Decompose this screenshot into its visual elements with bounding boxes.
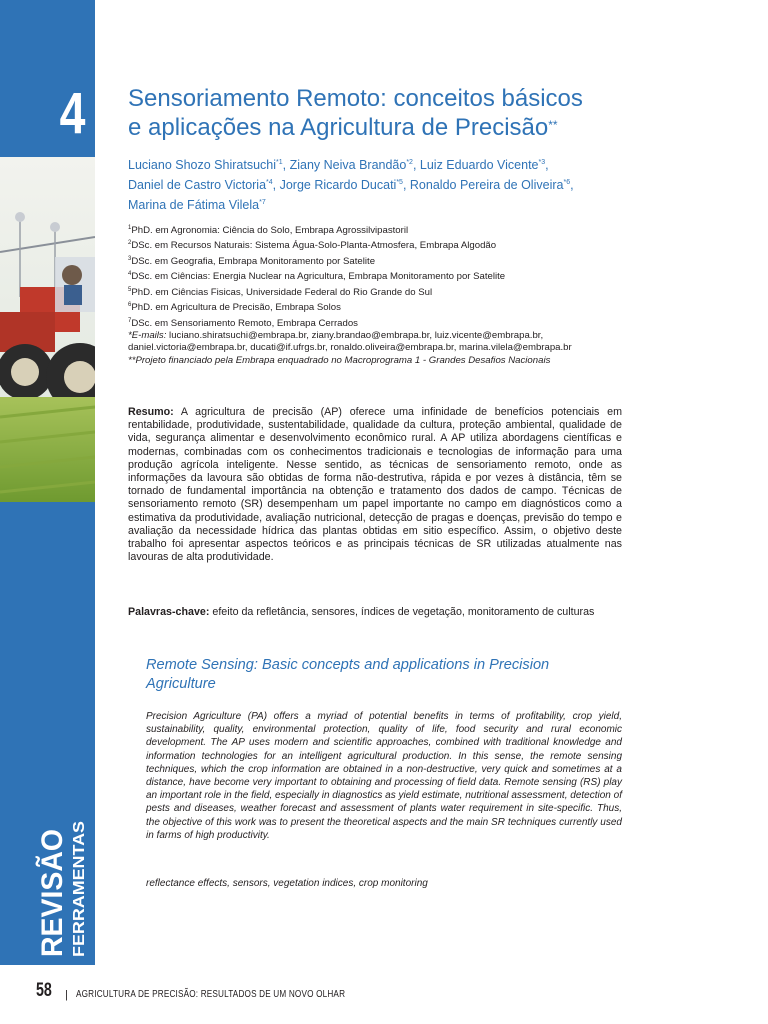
affiliation: $^4$DSc. em Ciências: Energia Nuclear na Agricultura, Embrapa Monitoramento por Satelite (128, 271, 506, 283)
affiliation-list (128, 222, 688, 330)
affiliation: $^6$PhD. em Agricultura de Precisão, Embrapa Solos (128, 302, 341, 314)
section-sub-label: FERRAMENTAS (71, 835, 88, 957)
footer-separator: | (65, 989, 68, 1001)
abstract-pt (128, 406, 622, 564)
chapter-number: 4 (59, 81, 86, 146)
abstract-label: Resumo: (128, 406, 174, 418)
tractor-photo (0, 157, 95, 502)
title-line-1: Sensoriamento Remoto: conceitos básicos (128, 85, 583, 112)
contact-emails (128, 330, 688, 367)
funding-note: **Projeto financiado pela Embrapa enquadrado no Macroprograma 1 - Grandes Desafios Nacionais (128, 354, 551, 366)
keywords-pt (128, 606, 638, 619)
author: Marina de Fátima Vilela$^{*7}$ (128, 198, 266, 213)
author: Jorge Ricardo Ducati$^{*5}$, (279, 178, 410, 193)
english-keywords: reflectance effects, sensors, vegetation indices, crop monitoring (146, 878, 428, 889)
section-label-graphic (0, 502, 95, 965)
article-title (128, 84, 648, 142)
title-line-2: e aplicações na Agricultura de Precisão (128, 114, 549, 141)
page-number: 58 (36, 980, 52, 1001)
keywords-label: Palavras-chave: (128, 606, 210, 618)
author: Luiz Eduardo Vicente$^{*3}$, (419, 158, 549, 173)
author: Daniel de Castro Victoria$^{*4}$, (128, 178, 280, 193)
author-list (128, 154, 648, 214)
emails-line-2: daniel.victoria@embrapa.br, ducati@if.ufrgs.br, ronaldo.oliveira@embrapa.br, marina.vilela@embrapa.br (128, 342, 572, 354)
title-footnote-mark: ** (548, 118, 558, 132)
affiliation: $^5$PhD. em Ciências Fisicas, Universidade Federal do Rio Grande do Sul (128, 286, 433, 299)
section-main-label: REVISÃO (36, 821, 69, 957)
section-band (0, 502, 95, 965)
keywords-text: efeito da refletância, sensores, índices de vegetação, monitoramento de culturas (209, 606, 595, 618)
affiliation: $^7$DSc. em Sensoriamento Remoto, Embrapa Cerrados (128, 317, 358, 330)
english-title: Remote Sensing: Basic concepts and applications in Precision Agriculture (146, 657, 550, 692)
affiliation: $^2$DSc. em Recursos Naturais: Sistema Água-Solo-Planta-Atmosfera, Embrapa Algodão (128, 240, 497, 252)
emails-line-1: *E-mails: luciano.shiratsuchi@embrapa.br, ziany.brandao@embrapa.br, luiz.vicente@embrapa.br, (128, 330, 544, 341)
abstract-text: A agricultura de precisão (AP) oferece uma infinidade de benefícios potenciais em rentabilidade, produtividade, sustentabilidade, qualidade da cultura, proteção ambiental, qualidade de vida, segurança alimentar e desenvolvimento econômico rural. A AP utiliza abordagens científicas e modernas, combinadas com os conhecimentos tradicionais e tecnologias de informação para uma produção agrícola inteligente. Nesse sentido, as técnicas de sensoriamento remoto, onde as informações da lavoura são obtidas de forma não-destrutiva, rápida e por vezes à distância, têm se tornado de fundamental importância na obtenção e tratamento dos dados de campo. Técnicas de sensoriamento remoto (SR) desempenham um papel importante no campo em diagnósticos como a estimativa da produtividade, avaliação nutricional, detecção de pragas e doenças, previsão do tempo e avaliação da necessidade hídrica das plantas obtidas em sitio específico. Assim, o objetivo deste trabalho foi apresentar aspectos teóricos e as principais técnicas de SR utilizadas atualmente nas lavouras de alta produtividade. (128, 406, 622, 564)
author: Luciano Shozo Shiratsuchi$^{*1}$, (128, 158, 290, 173)
english-abstract: Precision Agriculture (PA) offers a myriad of potential benefits in terms of profitability, crop yield, sustainability, quality, environmental protection, quality of life, food security and rural economic development. The AP uses modern and scientific approaches, combined with traditional knowledge and information technologies for an intelligent agricultural production. In this sense, the remote sensing techniques, which the crop information are obtained in a non-destructive, very quick and sometimes at a distance, have become very important to obtaining and processing of field data. Remote sensing (RS) play an important role in the field, especially in diagnostics as yield estimate, nutritional assessment, detection of pests and diseases, weather forecast and assessment of plants water requirement in site-specific. Thus, the objective of this work was to present the theoretical aspects and the main SR techniques currently used in farms of high productivity. (146, 711, 622, 841)
affiliation: $^3$DSc. em Geografia, Embrapa Monitoramento por Satelite (128, 255, 376, 268)
author: Ziany Neiva Brandão$^{*2}$, (289, 158, 420, 173)
author: Ronaldo Pereira de Oliveira$^{*6}$, (409, 178, 574, 193)
tractor-illustration (0, 157, 95, 502)
running-footer-title: AGRICULTURA DE PRECISÃO: RESULTADOS DE UM NOVO OLHAR (76, 989, 346, 1000)
emails-label: *E-mails: (128, 330, 167, 341)
affiliation: $^1$PhD. em Agronomia: Ciência do Solo, Embrapa Agrossilvipastoril (128, 225, 409, 237)
